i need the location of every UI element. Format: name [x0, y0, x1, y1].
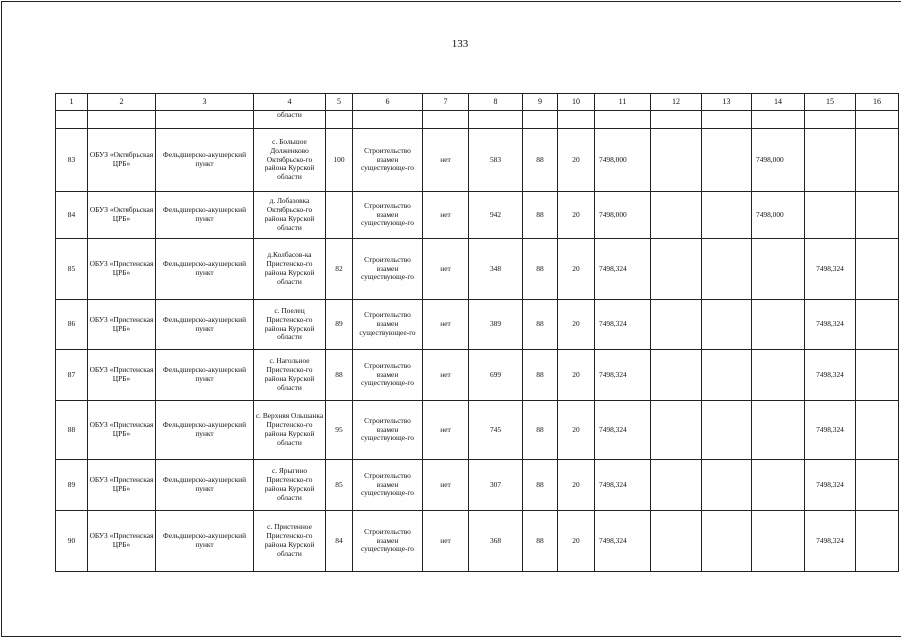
col11-cell: 7498,324 [595, 511, 651, 572]
work-type-cell: Строительство взамен существующе-го [353, 460, 423, 511]
col10-cell: 20 [558, 401, 595, 460]
col14-cell [752, 239, 805, 300]
work-type-cell: Строительство взамен существующе-го [353, 192, 423, 239]
facility-type-cell: Фельдшерско-акушерский пункт [156, 239, 254, 300]
header-cell: 15 [805, 94, 856, 111]
col12-cell [651, 239, 702, 300]
col16-cell [856, 350, 899, 401]
header-cell: 8 [469, 94, 523, 111]
col7-cell: нет [423, 239, 469, 300]
col16-cell [856, 401, 899, 460]
col8-cell: 942 [469, 192, 523, 239]
location-cell: с. Нагольное Пристенско-го района Курской области [254, 350, 326, 401]
col9-cell: 88 [523, 460, 558, 511]
table-row [56, 460, 899, 511]
col7-cell: нет [423, 192, 469, 239]
population-cell: 89 [326, 300, 353, 350]
row-number: 84 [56, 192, 88, 239]
table-row [56, 511, 899, 572]
header-cell: 2 [88, 94, 156, 111]
col9-cell: 88 [523, 350, 558, 401]
row-number: 90 [56, 511, 88, 572]
col12-cell [651, 129, 702, 192]
population-cell: 100 [326, 129, 353, 192]
col7-cell: нет [423, 350, 469, 401]
header-cell: 12 [651, 94, 702, 111]
table-row [56, 192, 899, 239]
population-cell: 85 [326, 460, 353, 511]
col12-cell [651, 511, 702, 572]
col15-cell: 7498,324 [805, 511, 856, 572]
col12-cell [651, 192, 702, 239]
header-cell: 1 [56, 94, 88, 111]
header-cell: 13 [702, 94, 752, 111]
location-cell: с. Верхняя Ольшанка Пристенско-го района Курской области [254, 401, 326, 460]
col11-cell: 7498,324 [595, 239, 651, 300]
work-type-cell: Строительство взамен существующее-го [353, 300, 423, 350]
col8-cell: 368 [469, 511, 523, 572]
col8-cell: 389 [469, 300, 523, 350]
col9-cell: 88 [523, 401, 558, 460]
org-cell: ОБУЗ «Пристенская ЦРБ» [88, 300, 156, 350]
col14-cell [752, 300, 805, 350]
work-type-cell: Строительство взамен существующе-го [353, 511, 423, 572]
header-cell: 10 [558, 94, 595, 111]
col8-cell: 348 [469, 239, 523, 300]
col14-cell: 7498,000 [752, 129, 805, 192]
population-cell: 88 [326, 350, 353, 401]
row-number: 85 [56, 239, 88, 300]
col11-cell: 7498,324 [595, 300, 651, 350]
col7-cell: нет [423, 129, 469, 192]
facility-type-cell: Фельдшерско-акушерский пункт [156, 511, 254, 572]
col9-cell: 88 [523, 239, 558, 300]
col9-cell: 88 [523, 129, 558, 192]
table-row [56, 300, 899, 350]
col7-cell: нет [423, 460, 469, 511]
col11-cell: 7498,324 [595, 401, 651, 460]
col10-cell: 20 [558, 239, 595, 300]
row-number: 89 [56, 460, 88, 511]
col10-cell: 20 [558, 129, 595, 192]
location-cell: с. Большое Долженково Октябрьско-го района Курской области [254, 129, 326, 192]
header-cell: 11 [595, 94, 651, 111]
col7-cell: нет [423, 511, 469, 572]
col13-cell [702, 129, 752, 192]
table-header-row [56, 94, 899, 111]
col13-cell [702, 239, 752, 300]
col10-cell: 20 [558, 460, 595, 511]
col9-cell: 88 [523, 300, 558, 350]
header-cell: 6 [353, 94, 423, 111]
col15-cell [805, 129, 856, 192]
table-row [56, 129, 899, 192]
col8-cell: 307 [469, 460, 523, 511]
continuation-row [56, 111, 899, 129]
header-cell: 4 [254, 94, 326, 111]
col15-cell: 7498,324 [805, 401, 856, 460]
org-cell: ОБУЗ «Пристенская ЦРБ» [88, 350, 156, 401]
work-type-cell: Строительство взамен существующе-го [353, 401, 423, 460]
facility-type-cell: Фельдшерско-акушерский пункт [156, 192, 254, 239]
facility-type-cell: Фельдшерско-акушерский пункт [156, 300, 254, 350]
row-number: 83 [56, 129, 88, 192]
col10-cell: 20 [558, 350, 595, 401]
col15-cell [805, 192, 856, 239]
col16-cell [856, 239, 899, 300]
org-cell: ОБУЗ «Октябрьская ЦРБ» [88, 129, 156, 192]
col16-cell [856, 460, 899, 511]
col15-cell: 7498,324 [805, 350, 856, 401]
page-number: 133 [451, 38, 469, 50]
header-cell: 9 [523, 94, 558, 111]
col16-cell [856, 192, 899, 239]
table-row [56, 350, 899, 401]
header-cell: 5 [326, 94, 353, 111]
continuation-text: области [254, 111, 326, 129]
col13-cell [702, 511, 752, 572]
col16-cell [856, 511, 899, 572]
col8-cell: 745 [469, 401, 523, 460]
population-cell: 95 [326, 401, 353, 460]
col9-cell: 88 [523, 192, 558, 239]
population-cell: 84 [326, 511, 353, 572]
col12-cell [651, 300, 702, 350]
org-cell: ОБУЗ «Пристенская ЦРБ» [88, 239, 156, 300]
col16-cell [856, 300, 899, 350]
work-type-cell: Строительство взамен существующе-го [353, 129, 423, 192]
col11-cell: 7498,000 [595, 192, 651, 239]
org-cell: ОБУЗ «Пристенская ЦРБ» [88, 460, 156, 511]
location-cell: с. Пристенное Пристенско-го района Курской области [254, 511, 326, 572]
table-row [56, 401, 899, 460]
col15-cell: 7498,324 [805, 300, 856, 350]
population-cell [326, 192, 353, 239]
org-cell: ОБУЗ «Октябрьская ЦРБ» [88, 192, 156, 239]
work-type-cell: Строительство взамен существующе-го [353, 239, 423, 300]
row-number: 88 [56, 401, 88, 460]
col14-cell: 7498,000 [752, 192, 805, 239]
col15-cell: 7498,324 [805, 239, 856, 300]
population-cell: 82 [326, 239, 353, 300]
facility-type-cell: Фельдшерско-акушерский пункт [156, 401, 254, 460]
header-cell: 14 [752, 94, 805, 111]
col9-cell: 88 [523, 511, 558, 572]
work-type-cell: Строительство взамен существующе-го [353, 350, 423, 401]
col12-cell [651, 460, 702, 511]
col8-cell: 583 [469, 129, 523, 192]
header-cell: 16 [856, 94, 899, 111]
col7-cell: нет [423, 300, 469, 350]
facility-type-cell: Фельдшерско-акушерский пункт [156, 350, 254, 401]
location-cell: д. Лобазовка Октябрьско-го района Курской области [254, 192, 326, 239]
col10-cell: 20 [558, 511, 595, 572]
col12-cell [651, 401, 702, 460]
col11-cell: 7498,000 [595, 129, 651, 192]
col15-cell: 7498,324 [805, 460, 856, 511]
facility-type-cell: Фельдшерско-акушерский пункт [156, 129, 254, 192]
col16-cell [856, 129, 899, 192]
location-cell: д.Колбасов-ка Пристенско-го района Курской области [254, 239, 326, 300]
col8-cell: 699 [469, 350, 523, 401]
header-cell: 7 [423, 94, 469, 111]
col12-cell [651, 350, 702, 401]
row-number: 87 [56, 350, 88, 401]
col7-cell: нет [423, 401, 469, 460]
col13-cell [702, 192, 752, 239]
col14-cell [752, 511, 805, 572]
org-cell: ОБУЗ «Пристенская ЦРБ» [88, 401, 156, 460]
table-body [56, 129, 899, 572]
row-number: 86 [56, 300, 88, 350]
org-cell: ОБУЗ «Пристенская ЦРБ» [88, 511, 156, 572]
col10-cell: 20 [558, 192, 595, 239]
col13-cell [702, 460, 752, 511]
col14-cell [752, 460, 805, 511]
col14-cell [752, 401, 805, 460]
col11-cell: 7498,324 [595, 350, 651, 401]
facility-type-cell: Фельдшерско-акушерский пункт [156, 460, 254, 511]
data-table [55, 93, 899, 572]
col13-cell [702, 350, 752, 401]
header-cell: 3 [156, 94, 254, 111]
col10-cell: 20 [558, 300, 595, 350]
location-cell: с. Ярыгино Пристенско-го района Курской области [254, 460, 326, 511]
location-cell: с. Поелец Пристенско-го района Курской области [254, 300, 326, 350]
col14-cell [752, 350, 805, 401]
col11-cell: 7498,324 [595, 460, 651, 511]
table-row [56, 239, 899, 300]
col13-cell [702, 300, 752, 350]
col13-cell [702, 401, 752, 460]
